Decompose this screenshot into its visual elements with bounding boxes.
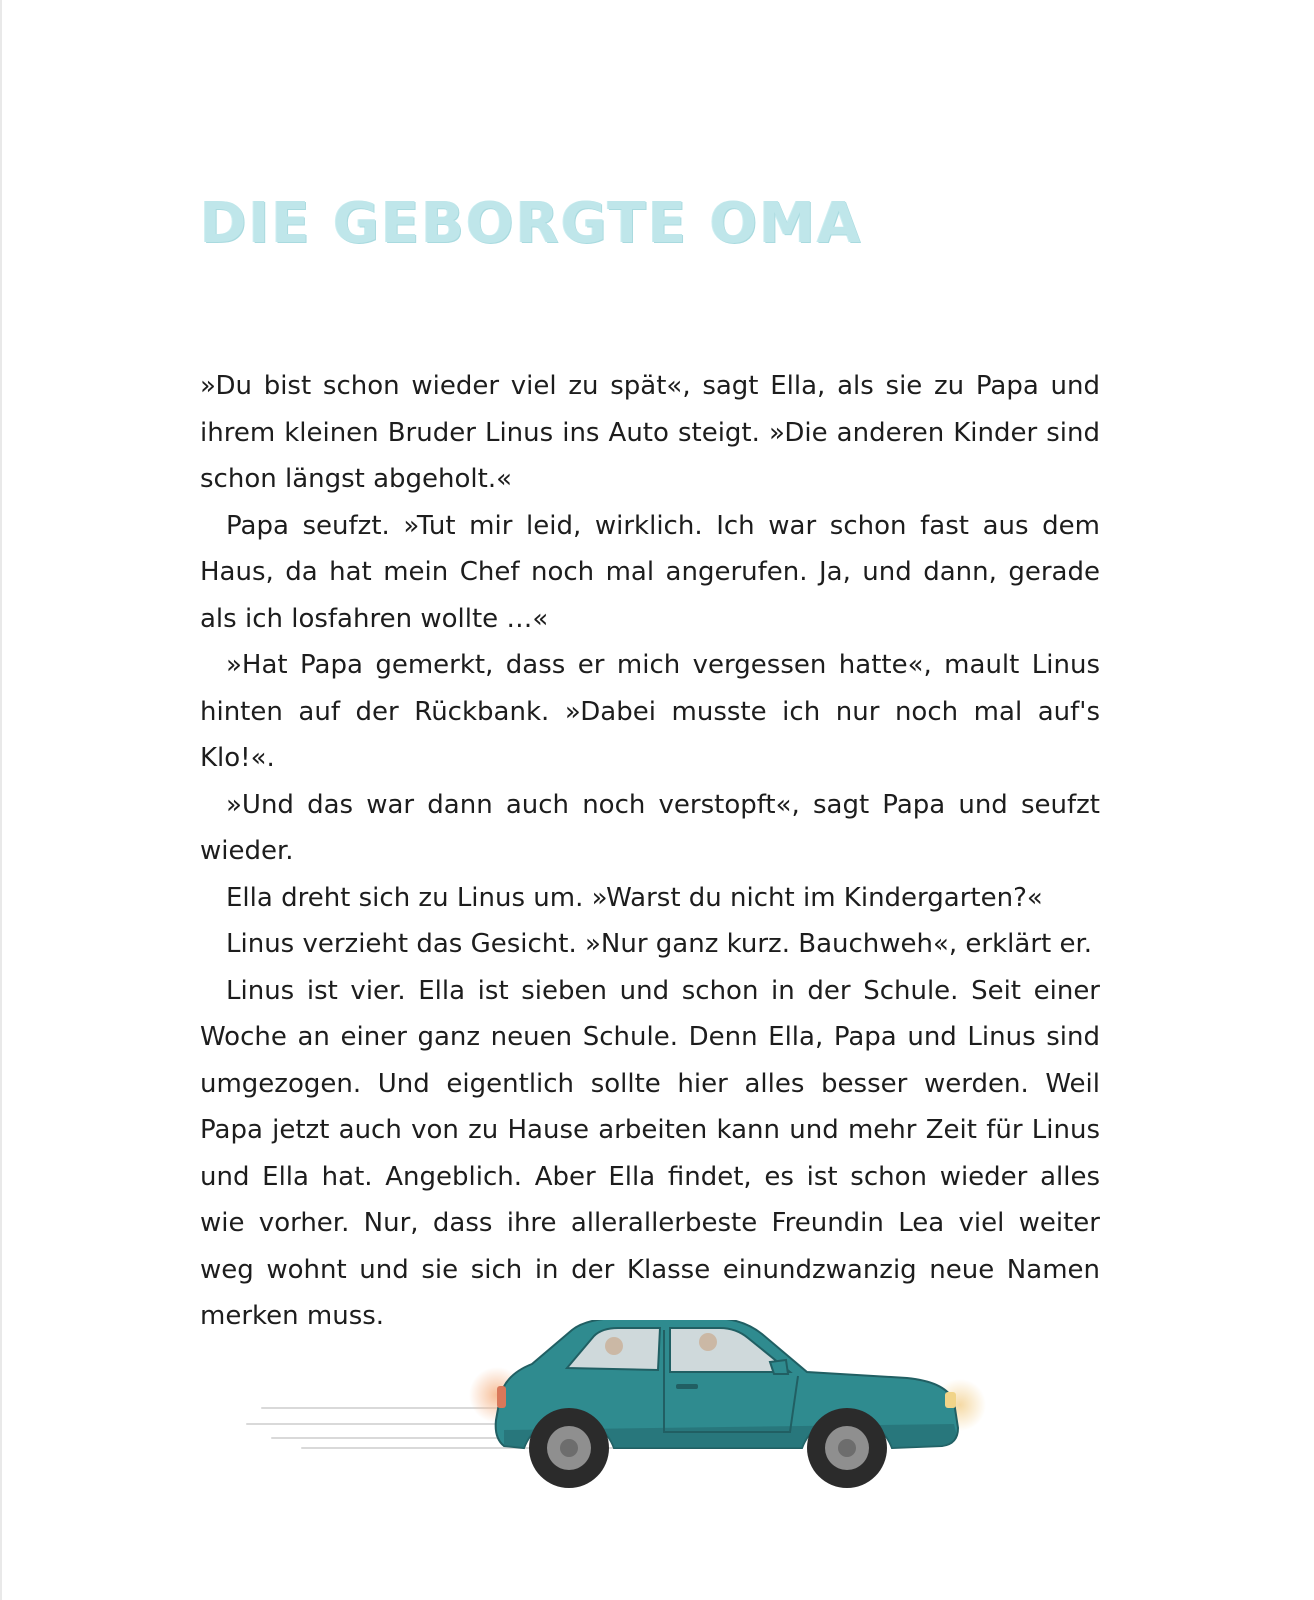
- passenger-driver: [699, 1333, 717, 1351]
- passenger-child: [605, 1337, 623, 1355]
- paragraph-2: Papa seufzt. »Tut mir leid, wirklich. Ich war schon fast aus dem Haus, da hat mein Chef noch mal angerufen. Ja, und dann, gerade als ich losfahren wollte …«: [200, 510, 1100, 634]
- front-light: [945, 1392, 956, 1408]
- paragraph-5: Ella dreht sich zu Linus um. »Warst du nicht im Kindergarten?«: [226, 882, 1043, 913]
- rear-light: [497, 1386, 506, 1408]
- paragraph-1: »Du bist schon wieder viel zu spät«, sagt Ella, als sie zu Papa und ihrem kleinen Bruder Linus ins Auto steigt. »Die anderen Kinder sind schon längst abgeholt.«: [200, 371, 1100, 494]
- side-mirror: [770, 1360, 788, 1374]
- paragraph-6: Linus verzieht das Gesicht. »Nur ganz kurz. Bauchweh«, erklärt er.: [226, 929, 1093, 959]
- door-handle: [676, 1384, 698, 1389]
- story-text: [200, 363, 1100, 1340]
- rear-wheel: [529, 1408, 609, 1488]
- paragraph-3: »Hat Papa gemerkt, dass er mich vergessen hatte«, mault Linus hinten auf der Rückbank. »Dabei musste ich nur noch mal auf's Klo!«.: [200, 650, 1100, 773]
- paragraph-4: »Und das war dann auch noch verstopft«, sagt Papa und seufzt wieder.: [200, 789, 1100, 866]
- chapter-title: DIE GEBORGTE OMA: [200, 191, 863, 256]
- front-wheel: [807, 1408, 887, 1488]
- paragraph-7: Linus ist vier. Ella ist sieben und schon in der Schule. Seit einer Woche an einer ganz neuen Schule. Denn Ella, Papa und Linus sind umgezogen. Und eigentlich sollte hier alles besser werden. Weil Papa jetzt auch von zu Hause arbeiten kann und mehr Zeit für Linus und Ella hat. Angeblich. Aber Ella findet, es ist schon wieder alles wie vorher. Nur, dass ihre allerallerbeste Freundin Lea viel weiter weg wohnt und sie sich in der Klasse einundzwanzig neue Namen merken muss.: [200, 975, 1100, 1331]
- teal-car-illustration: [242, 1320, 1022, 1520]
